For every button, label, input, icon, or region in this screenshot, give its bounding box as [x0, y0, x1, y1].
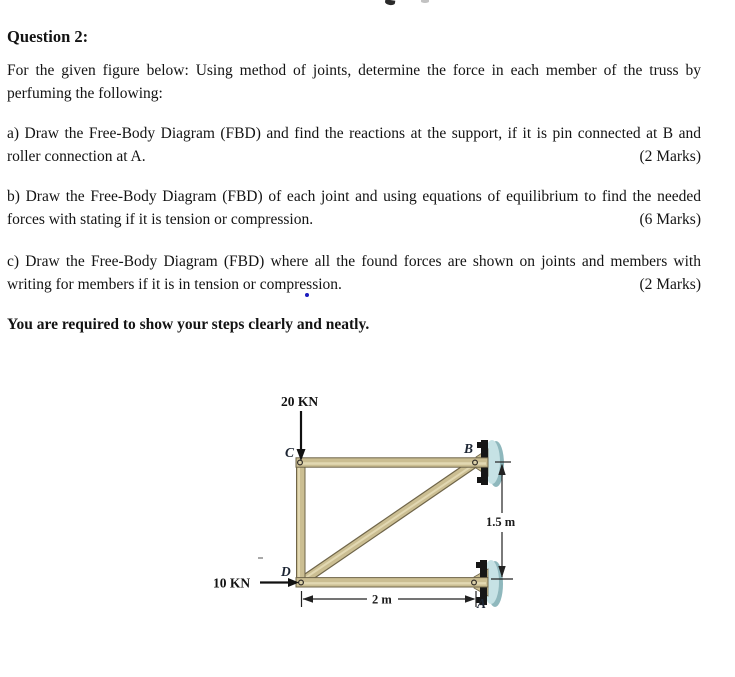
part-a-text: a) Draw the Free-Body Diagram (FBD) and find the reactions at the support, if it is pin connected at B and roller connection at A.	[7, 125, 701, 165]
member-CD	[297, 460, 306, 584]
part-b-text: b) Draw the Free-Body Diagram (FBD) of each joint and using equations of equilibrium to find the needed forces with stating if it is tension or compression.	[7, 188, 701, 228]
joint-label-A: A	[477, 596, 487, 611]
part-c-text: c) Draw the Free-Body Diagram (FBD) where all the found forces are shown on joints and members with writing for members if it is in tension or compression.	[7, 253, 701, 293]
stray-blue-dot	[305, 293, 309, 297]
part-a-marks: (2 Marks)	[639, 148, 701, 165]
dim-label-1-5m: 1.5 m	[486, 515, 516, 529]
dim-label-2m: 2 m	[372, 592, 392, 607]
part-a	[7, 122, 701, 168]
pin-C	[298, 460, 303, 465]
pin-B	[473, 460, 478, 465]
member-DB-highlight	[303, 465, 474, 580]
question-intro: For the given figure below: Using method of joints, determine the force in each member of the truss by perfuming the following:	[7, 62, 701, 102]
instruction-note: You are required to show your steps clearly and neatly.	[7, 316, 370, 333]
truss-figure	[200, 385, 540, 630]
truss-members	[296, 458, 488, 587]
joint-label-D: D	[281, 564, 291, 579]
joint-label-C: C	[285, 445, 295, 460]
load-20kn-label: 20 KN	[281, 394, 319, 409]
part-c	[7, 250, 701, 296]
dim-h-arrowhead-right	[465, 595, 476, 602]
cut-off-text-fragment-2	[421, 0, 429, 3]
part-c-marks: (2 Marks)	[639, 276, 701, 293]
bracket-bolt-B-bottom	[477, 477, 482, 483]
bracket-bolt-B-top	[477, 442, 482, 448]
question-heading: Question 2:	[7, 27, 89, 46]
joint-label-B: B	[464, 441, 474, 456]
bracket-bolt-A-top	[476, 562, 481, 568]
part-b-marks: (6 Marks)	[639, 211, 701, 228]
dim-h-arrowhead-left	[303, 595, 314, 602]
load-10kn-label: 10 KN	[213, 575, 251, 591]
cut-off-text-fragment	[385, 0, 396, 6]
pin-A	[472, 580, 477, 585]
pin-D	[299, 580, 304, 585]
part-b	[7, 185, 701, 231]
